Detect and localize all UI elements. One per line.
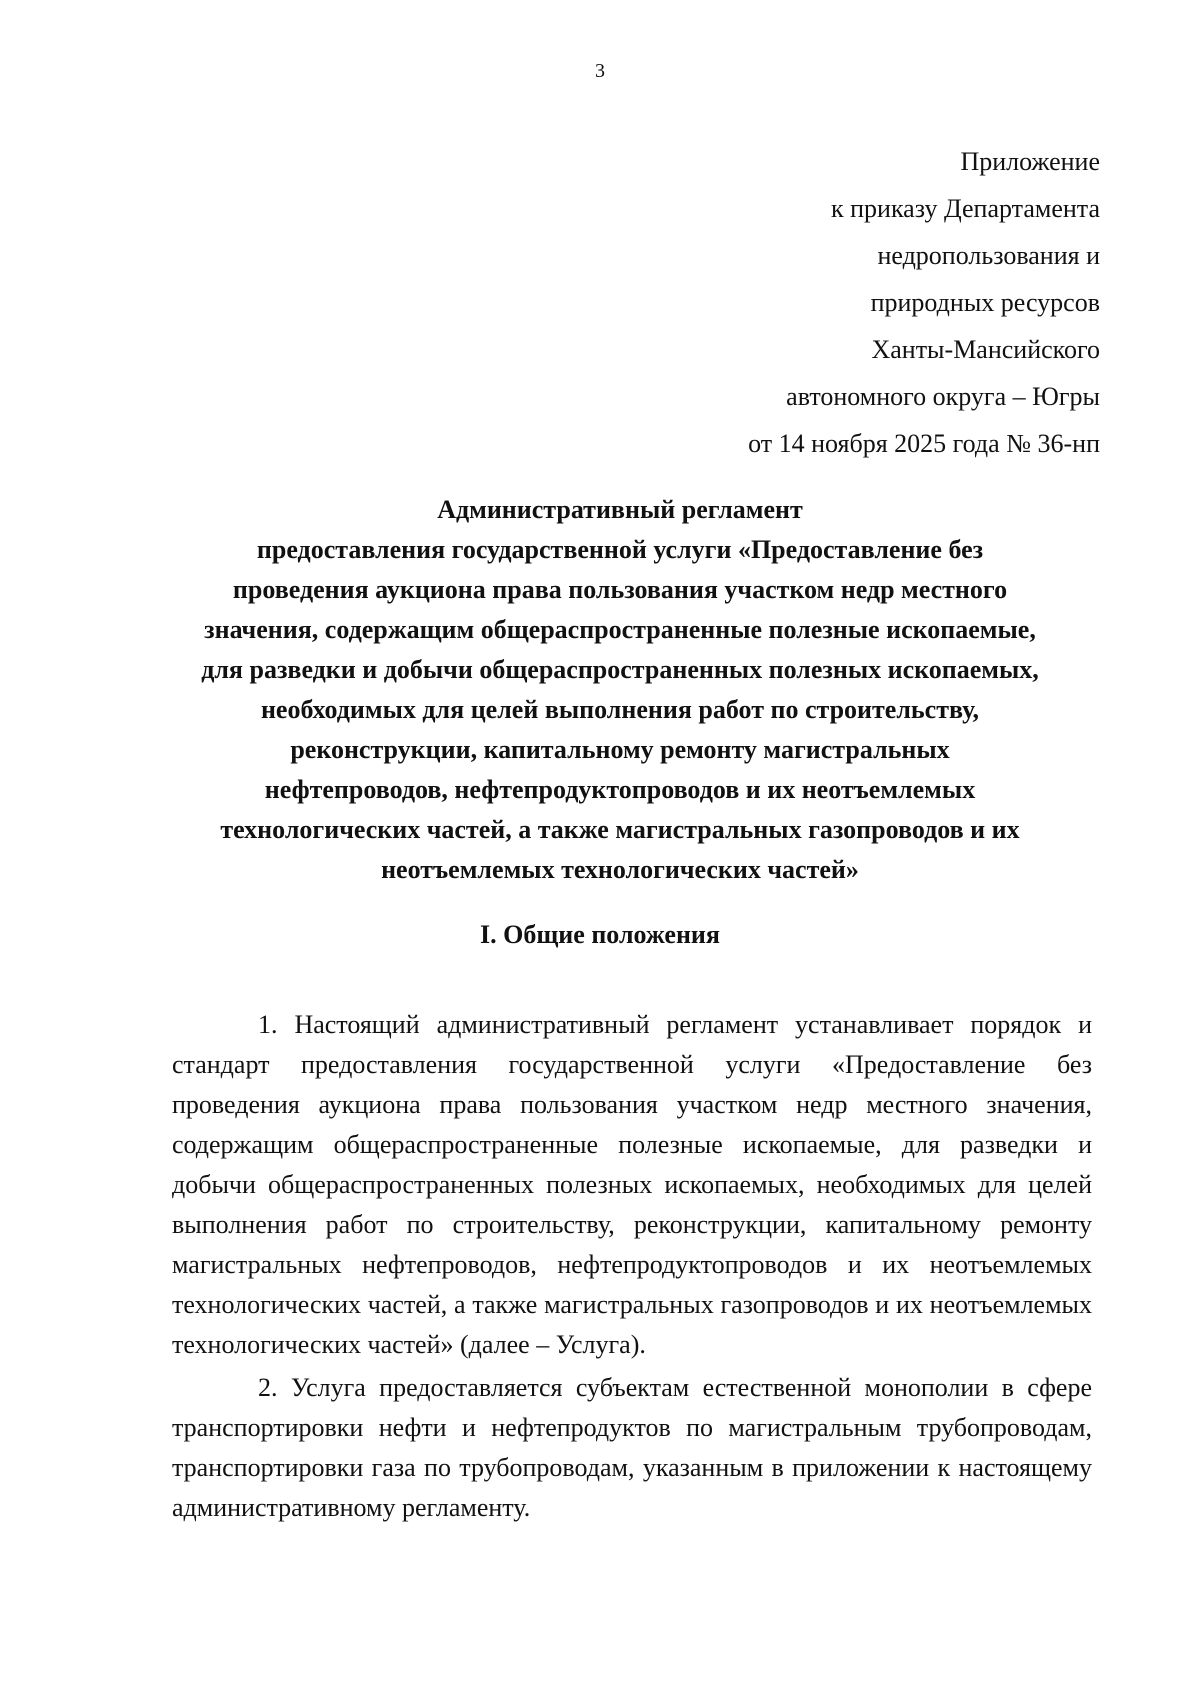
appendix-line: автономного округа – Югры (786, 382, 1100, 411)
appendix-line: Ханты-Мансийского (871, 335, 1100, 364)
appendix-line: недропользования и (877, 241, 1100, 270)
appendix-line: от 14 ноября 2025 года № 36-нп (748, 429, 1100, 458)
title-line: реконструкции, капитальному ремонту магистральных (290, 735, 950, 764)
title-line: технологических частей, а также магистральных газопроводов и их (220, 815, 1020, 844)
title-line: предоставления государственной услуги «Предоставление без (256, 535, 984, 564)
title-line: неотъемлемых технологических частей» (381, 855, 859, 884)
appendix-line: к приказу Департамента (830, 194, 1100, 223)
title-line: Административный регламент (437, 495, 803, 524)
appendix-line: природных ресурсов (870, 288, 1100, 317)
paragraph-2: 2. Услуга предоставляется субъектам естественной монополии в сфере транспортировки нефти и нефтепродуктов по магистральным трубопроводам, транспортировки газа по трубопроводам, указанным в приложении к настоящему административному регламенту. (172, 1373, 1092, 1522)
title-line: необходимых для целей выполнения работ по строительству, (260, 695, 980, 724)
section-heading: I. Общие положения (480, 920, 720, 949)
paragraph-1: 1. Настоящий административный регламент устанавливает порядок и стандарт предоставления государственной услуги «Предоставление без проведения аукциона права пользования участком недр местного значения, содержащим общераспространенные полезные ископаемые, для разведки и добычи общераспространенных полезных ископаемых, необходимых для целей выполнения работ по строительству, реконструкции, капитальному ремонту магистральных нефтепроводов, нефтепродуктопроводов и их неотъемлемых технологических частей, а также магистральных газопроводов и их неотъемлемых технологических частей» (далее – Услуга). (172, 1010, 1092, 1359)
appendix-block (500, 138, 1100, 467)
body-text (172, 1005, 1092, 1531)
title-line: значения, содержащим общераспространенные полезные ископаемые, (204, 615, 1036, 644)
title-line: нефтепроводов, нефтепродуктопроводов и их неотъемлемых (264, 775, 976, 804)
appendix-line: Приложение (960, 147, 1100, 176)
title-line: для разведки и добычи общераспространенных полезных ископаемых, (201, 655, 1039, 684)
document-title (160, 490, 1080, 890)
page-number: 3 (595, 60, 605, 82)
title-line: проведения аукциона права пользования участком недр местного (232, 575, 1008, 604)
